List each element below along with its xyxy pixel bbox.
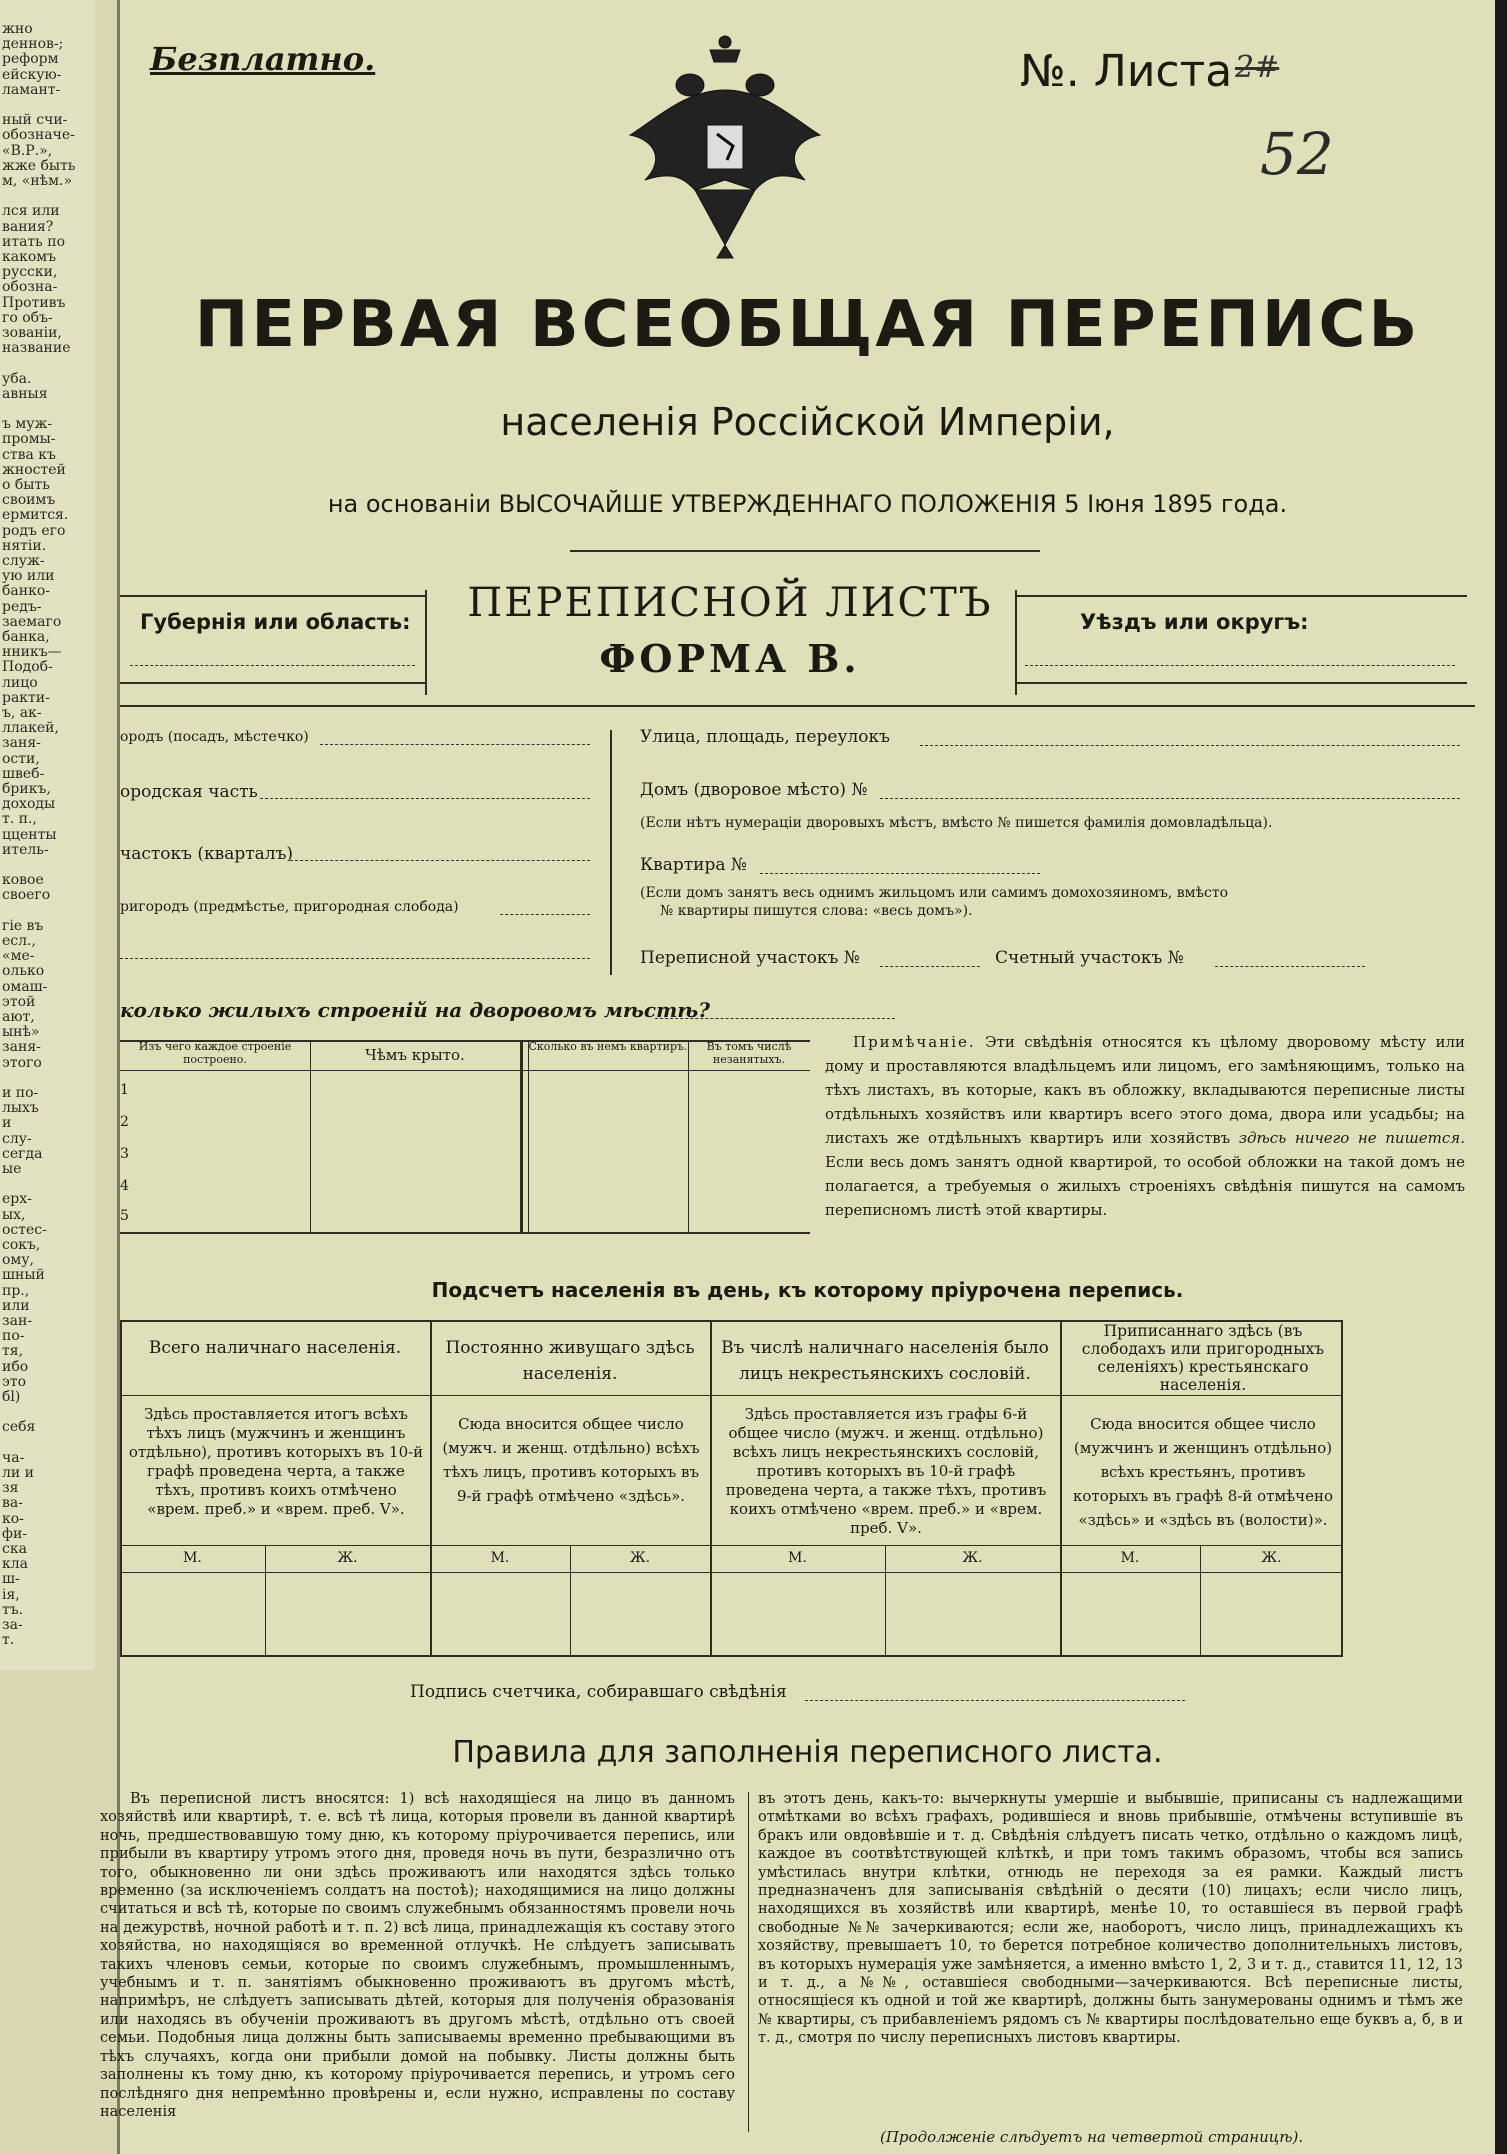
count-col-4-head: Приписаннаго здѣсь (въ слободахъ или пригородныхъ селеніяхъ) крестьянскаго населенія. — [1081, 1322, 1325, 1394]
adjacent-page-fragment: ые — [2, 1161, 22, 1177]
adjacent-page-fragment: фи- — [2, 1525, 28, 1542]
adjacent-page-fragment: ынѣ» — [2, 1024, 40, 1041]
legal-basis: на основаніи ВЫСОЧАЙШЕ УТВЕРЖДЕННАГО ПОЛОЖЕНІЯ 5 Іюня 1895 года. — [327, 490, 1288, 518]
street-label: Улица, площадь, переулокъ — [640, 727, 890, 747]
adjacent-page-fragment: м, «нѣм.» — [2, 173, 73, 189]
census-sheet — [100, 0, 1495, 2154]
adjacent-page-fragment: своимъ — [2, 492, 56, 509]
province-label: Губернія или область: — [140, 610, 411, 634]
remark-label: Примѣчаніе. — [853, 1033, 976, 1051]
adjacent-page-fragment: ибо — [2, 1358, 29, 1375]
count-col-2-female: Ж. — [629, 1550, 651, 1566]
adjacent-page-fragment: ко- — [2, 1510, 24, 1527]
adjacent-page-fragment: вания? — [2, 218, 54, 235]
adjacent-page-fragment: ых, — [2, 1206, 26, 1223]
count-col-1-male: М. — [183, 1550, 202, 1566]
adjacent-page-fragment: ракти- — [2, 689, 50, 706]
adjacent-page-fragment: банка, — [2, 629, 50, 645]
adjacent-page-fragment: лся или — [2, 203, 60, 220]
remark-text: Эти свѣдѣнія относятся къ цѣлому дворовому мѣсту или дому и проставляются владѣльцемъ или лицомъ, его замѣняющимъ, только на тѣхъ листахъ, въ которые, какъ въ обложку, вкладываются переписные листы отдѣльныхъ хозяйствъ или квартиръ всего этого дома, двора или усадьбы; на листахъ же отдѣльныхъ квартиръ или хозяйствъ — [825, 1033, 1465, 1147]
building-row-4: 4 — [120, 1178, 129, 1194]
handwritten-sheet-number: 52 — [1260, 120, 1334, 188]
adjacent-page-fragment: обозначе- — [2, 127, 75, 144]
house-label: Домъ (дворовое мѣсто) № — [640, 780, 868, 800]
adjacent-page-fragment: «В.Р.», — [2, 142, 53, 159]
adjacent-page-fragment: Подоб- — [2, 659, 53, 676]
adjacent-page-fragment: о быть — [2, 477, 50, 493]
adjacent-page-fragment: реформ — [2, 51, 59, 68]
adjacent-page-fragment: лицо — [2, 674, 38, 691]
adjacent-page-fragment: омаш- — [2, 978, 48, 995]
buildings-col-material: Изъ чего каждое строеніе построено. — [138, 1040, 292, 1066]
adjacent-page-fragment: ерх- — [2, 1191, 32, 1208]
count-col-3-body: Здѣсь проставляется изъ графы 6-й общее число (мужч. и женщ. отдѣльно) всѣхъ лицъ некрестьянскихъ сословій, противъ которыхъ въ 10-й графѣ проведена черта, а также тѣхъ, противъ коихъ отмѣчено «врем. преб.» и «врем. преб. V». — [725, 1405, 1047, 1537]
double-headed-eagle-icon — [625, 30, 825, 260]
adjacent-page-fragment: по- — [2, 1328, 25, 1345]
adjacent-page-fragment: уба. — [2, 370, 32, 387]
adjacent-page-fragment: банко- — [2, 583, 51, 600]
adjacent-page-fragment: этого — [2, 1054, 42, 1071]
adjacent-page-fragment: зя — [2, 1480, 19, 1497]
adjacent-page-fragment: ъ, ак- — [2, 705, 42, 721]
adjacent-page-fragment: ламант- — [2, 81, 61, 98]
adjacent-page-fragment: название — [2, 340, 71, 357]
subtitle: населенія Россійской Имперіи, — [500, 400, 1115, 444]
adjacent-page-fragment: обозна- — [2, 279, 58, 296]
apartment-label: Квартира № — [640, 855, 747, 875]
adjacent-page-fragment: жностей — [2, 461, 66, 478]
adjacent-page-fragment: «ме- — [2, 948, 35, 965]
adjacent-page-fragment: этой — [2, 993, 36, 1010]
census-precinct-label: Переписной участокъ № — [640, 948, 860, 968]
title-divider — [570, 550, 1040, 552]
count-col-1-head: Всего наличнаго населенія. — [148, 1338, 402, 1358]
adjacent-page-fragment: жже быть — [2, 157, 76, 174]
main-title: ПЕРВАЯ ВСЕОБЩАЯ ПЕРЕПИСЬ — [194, 288, 1421, 362]
adjacent-page-fragment: зованіи, — [2, 325, 62, 341]
adjacent-page-fragment: жно — [2, 21, 33, 37]
count-col-2-male: М. — [490, 1550, 510, 1566]
adjacent-page-fragment: ія, — [2, 1586, 20, 1603]
remark — [825, 1030, 1465, 1222]
adjacent-page-fragment: зан- — [2, 1313, 33, 1329]
adjacent-page-fragment: редъ- — [2, 598, 42, 615]
building-row-5: 5 — [120, 1208, 129, 1224]
suburb-label: ригородъ (предмѣстье, пригородная слобода) — [120, 899, 459, 915]
buildings-col-roof: Чѣмъ крыто. — [365, 1046, 465, 1064]
adjacent-page-fragment: доходы — [2, 796, 56, 813]
adjacent-page-fragment: цценты — [2, 826, 57, 843]
adjacent-page-fragment: т. п., — [2, 811, 37, 828]
adjacent-page-fragment: гіе въ — [2, 917, 44, 934]
count-col-2-body: Сюда вносится общее число (мужч. и женщ. отдѣльно) всѣхъ тѣхъ лицъ, противъ которыхъ въ 9-й графѣ отмѣчено «здѣсь». — [442, 1415, 700, 1505]
count-col-1-female: Ж. — [337, 1550, 358, 1566]
adjacent-page-fragment: и по- — [2, 1085, 39, 1101]
buildings-col-vacant: Въ томъ числѣ незанятыхъ. — [706, 1040, 792, 1066]
adjacent-page-fragment: итать по — [2, 233, 65, 250]
signature-label: Подпись счетчика, собиравшаго свѣдѣнія — [410, 1682, 787, 1702]
adjacent-page-fragment: заня- — [2, 1039, 41, 1056]
adjacent-page-fragment: бl) — [2, 1389, 21, 1405]
sheet-number-label: №. Листа — [1020, 46, 1233, 97]
adjacent-page-fragment: заемаго — [2, 613, 62, 630]
adjacent-page-fragment: деннов-; — [2, 36, 64, 53]
adjacent-page-fragment: кла — [2, 1556, 28, 1573]
free-label: Безплатно. — [150, 40, 376, 78]
adjacent-page-fragment: итель- — [2, 841, 49, 858]
adjacent-page-fragment: т. — [2, 1632, 15, 1649]
adjacent-page-fragment: слу- — [2, 1130, 32, 1147]
adjacent-page-fragment: ъ муж- — [2, 416, 53, 433]
city-label: ородъ (посадъ, мѣстечко) — [120, 729, 309, 745]
building-row-3: 3 — [120, 1146, 129, 1162]
count-col-2-head: Постоянно живущаго здѣсь населенія. — [445, 1338, 695, 1384]
adjacent-page-fragment: родъ его — [2, 522, 66, 539]
adjacent-page-fragment: ска — [2, 1541, 27, 1557]
adjacent-page-fragment: го объ- — [2, 309, 53, 326]
adjacent-page-fragment: ли и — [2, 1465, 35, 1481]
form-title: ПЕРЕПИСНОЙ ЛИСТЪ — [467, 580, 993, 626]
count-col-3-male: М. — [788, 1550, 807, 1566]
adjacent-page-fragment: остес- — [2, 1221, 47, 1238]
adjacent-page-fragment: русски, — [2, 264, 58, 281]
adjacent-page-fragment: своего — [2, 887, 51, 904]
district-label: Уѣздъ или округъ: — [1080, 610, 1309, 634]
precinct-label: частокъ (кварталъ) — [120, 844, 294, 864]
adjacent-page-fragment: ают, — [2, 1009, 35, 1025]
adjacent-page-fragment: нятіи. — [2, 537, 47, 554]
adjacent-page-fragment: авныя — [2, 385, 48, 402]
count-col-4-female: Ж. — [1261, 1550, 1282, 1566]
apartment-note-1: (Если домъ занятъ весь однимъ жильцомъ или самимъ домохозяиномъ, вмѣсто — [640, 885, 1229, 901]
adjacent-page-fragment: ча- — [2, 1449, 25, 1466]
adjacent-page-fragment: ва- — [2, 1495, 23, 1512]
count-col-4-body: Сюда вносится общее число (мужчинъ и женщинъ отдѣльно) всѣхъ крестьянъ, противъ которыхъ въ графѣ 8-й отмѣчено «здѣсь» и «здѣсь въ (волости)». — [1072, 1415, 1333, 1529]
building-row-1: 1 — [120, 1082, 129, 1098]
city-part-label: ородская часть — [120, 782, 258, 802]
adjacent-page-fragment: себя — [2, 1419, 36, 1436]
apartment-note-2: № квартиры пишутся слова: «весь домъ»). — [660, 903, 973, 919]
adjacent-page-fragment: есл., — [2, 933, 36, 949]
count-col-4-male: М. — [1120, 1550, 1140, 1566]
adjacent-page-fragment: это — [2, 1373, 27, 1390]
adjacent-page-fragment: пр., — [2, 1282, 30, 1299]
sheet-number-struck: 2# — [1235, 50, 1280, 85]
buildings-col-apartments: Сколько въ немъ квартиръ. — [528, 1040, 688, 1053]
count-precinct-label: Счетный участокъ № — [995, 948, 1184, 968]
adjacent-page-fragment: ш- — [2, 1571, 20, 1588]
house-note: (Если нѣтъ нумераціи дворовыхъ мѣстъ, вмѣсто № пишется фамилія домовладѣльца). — [640, 815, 1273, 831]
adjacent-page-fragment: сегда — [2, 1145, 43, 1162]
remark-text-end: Если весь домъ занятъ одной квартирой, то особой обложки на такой домъ не полагается, а требуемыя о жилыхъ строеніяхъ свѣдѣнія пишутся на самомъ переписномъ листѣ этой квартиры. — [825, 1153, 1465, 1219]
adjacent-page-fragment: служ- — [2, 553, 45, 569]
count-col-3-head: Въ числѣ наличнаго населенія было лицъ некрестьянскихъ сословій. — [721, 1338, 1049, 1384]
buildings-question: колько жилыхъ строеній на дворовомъ мѣстѣ? — [120, 998, 710, 1022]
adjacent-page-fragment: ейскую- — [2, 66, 62, 83]
adjacent-page-fragment: какомъ — [2, 249, 57, 265]
building-row-2: 2 — [120, 1114, 129, 1130]
adjacent-page-fragment: ости, — [2, 750, 40, 767]
adjacent-page-fragment: заня- — [2, 735, 41, 752]
count-col-3-female: Ж. — [962, 1550, 983, 1566]
adjacent-page-fragment: тъ. — [2, 1601, 24, 1618]
adjacent-page-fragment: нникъ— — [2, 644, 62, 661]
count-title: Подсчетъ населенія въ день, къ которому пріурочена перепись. — [431, 1278, 1184, 1302]
adjacent-page-fragment: лыхъ — [2, 1100, 39, 1117]
rules-left-column: Въ переписной листъ вносятся: 1) всѣ находящіеся на лицо въ данномъ хозяйствѣ или квартирѣ, т. е. всѣ тѣ лица, которыя провели въ данной квартирѣ ночь, предшествовавшую тому дню, къ которому пріурочивается перепись, или прибыли въ квартиру утромъ этого дня, проведя ночь въ пути, безразлично отъ того, обыкновенно ли они здѣсь проживаютъ или находятся здѣсь только временно (за исключеніемъ солдатъ на постоѣ); находящимися на лицо должны считаться и всѣ тѣ, которые по своимъ служебнымъ обязанностямъ провели ночь на дежурствѣ, ночной работѣ и т. п. 2) всѣ лица, принадлежащія къ составу этого хозяйства, но находящіяся во временной отлучкѣ. Не слѣдуетъ записывать такихъ членовъ семьи, которые по своимъ служебнымъ, промышленнымъ, учебнымъ и т. п. занятіямъ обыкновенно проживаютъ въ другомъ мѣстѣ, напримѣръ, не слѣдуетъ записывать дѣтей, которыя для полученія образованія или находясь въ обученіи проживаютъ въ другомъ мѣстѣ, отдѣльно отъ своей семьи. Подобныя лица должны быть записываемы временно пребывающими въ тѣхъ случаяхъ, когда они прибыли домой на побывку. Листы должны быть заполнены къ тому дню, къ которому пріурочивается перепись, и утромъ сего послѣдняго дня непремѣнно провѣрены и, если нужно, исправлены по составу населенія — [100, 1791, 735, 2120]
adjacent-page-fragment: промы- — [2, 431, 56, 448]
adjacent-page-fragment: или — [2, 1297, 30, 1314]
remark-italic: здѣсь ничего не пишется. — [1238, 1129, 1465, 1147]
adjacent-page-fragment: ный счи- — [2, 112, 68, 129]
rules-title: Правила для заполненія переписного листа. — [452, 1735, 1163, 1770]
adjacent-page-fragment: за- — [2, 1617, 23, 1633]
form-letter: ФОРМА В. — [599, 636, 861, 681]
adjacent-page-fragment: Противъ — [2, 294, 66, 311]
adjacent-page-fragment: ллакей, — [2, 720, 59, 737]
adjacent-page-fragment: ому, — [2, 1252, 35, 1269]
adjacent-page-fragment: сокъ, — [2, 1237, 41, 1253]
adjacent-page-fragment: швеб- — [2, 765, 45, 782]
adjacent-page-fragment: ковое — [2, 872, 44, 889]
adjacent-page-fragment: и — [2, 1115, 12, 1132]
rules-right-column: въ этотъ день, какъ-то: вычеркнуты умершіе и выбывшіе, приписаны съ надлежащими отмѣтками во всѣхъ графахъ, родившіеся и вновь прибывшіе, отмѣчены вступившіе въ бракъ или овдовѣвшіе и т. д. Свѣдѣнія слѣдуетъ писать четко, отдѣльно о каждомъ лицѣ, каждое въ соотвѣтствующей клѣткѣ, и при томъ такимъ образомъ, чтобы вся запись умѣстилась внутри клѣтки, отнюдь не переходя за ея рамки. Каждый листъ предназначенъ для записыванія свѣдѣній о десяти (10) лицахъ; если число лицъ, находящихся въ хозяйствѣ или квартирѣ, менѣе 10, то оставшіеся въ первой графѣ свободные №№ зачеркиваются; если же, наоборотъ, число лицъ, принадлежащихъ къ хозяйству, превышаетъ 10, то берется потребное количество дополнительныхъ листовъ, въ которыхъ нумерація уже замѣняется, а именно вмѣсто 1, 2, 3 и т. д., ставится 11, 12, 13 и т. д., а №№, оставшіеся свободными—зачеркиваются. Всѣ переписные листы, относящіеся къ одной и той же квартирѣ, должны быть занумерованы однимъ и тѣмъ же № квартиры, съ прибавленіемъ рядомъ съ № квартиры послѣдовательно еще буквъ а, б, в и т. д., смотря по числу переписныхъ листовъ квартиры. — [758, 1791, 1463, 2047]
adjacent-page-text — [0, 0, 95, 1670]
adjacent-page-fragment: тя, — [2, 1343, 24, 1360]
adjacent-page-fragment: ую или — [2, 568, 55, 585]
adjacent-page-fragment: брикъ, — [2, 781, 51, 797]
continued-note: (Продолженіе слѣдуетъ на четвертой страницѣ). — [880, 2128, 1304, 2146]
adjacent-page-fragment: олько — [2, 963, 45, 980]
adjacent-page-fragment: ства къ — [2, 446, 56, 463]
count-col-1-body: Здѣсь проставляется итогъ всѣхъ тѣхъ лицъ (мужчинъ и женщинъ отдѣльно), противъ которыхъ въ 10-й графѣ проведена черта, а также тѣхъ, противъ коихъ отмѣчено «врем. преб.» и «врем. преб. V». — [128, 1405, 424, 1518]
adjacent-page-fragment: ермится. — [2, 507, 69, 524]
adjacent-page-fragment: шный — [2, 1267, 45, 1284]
